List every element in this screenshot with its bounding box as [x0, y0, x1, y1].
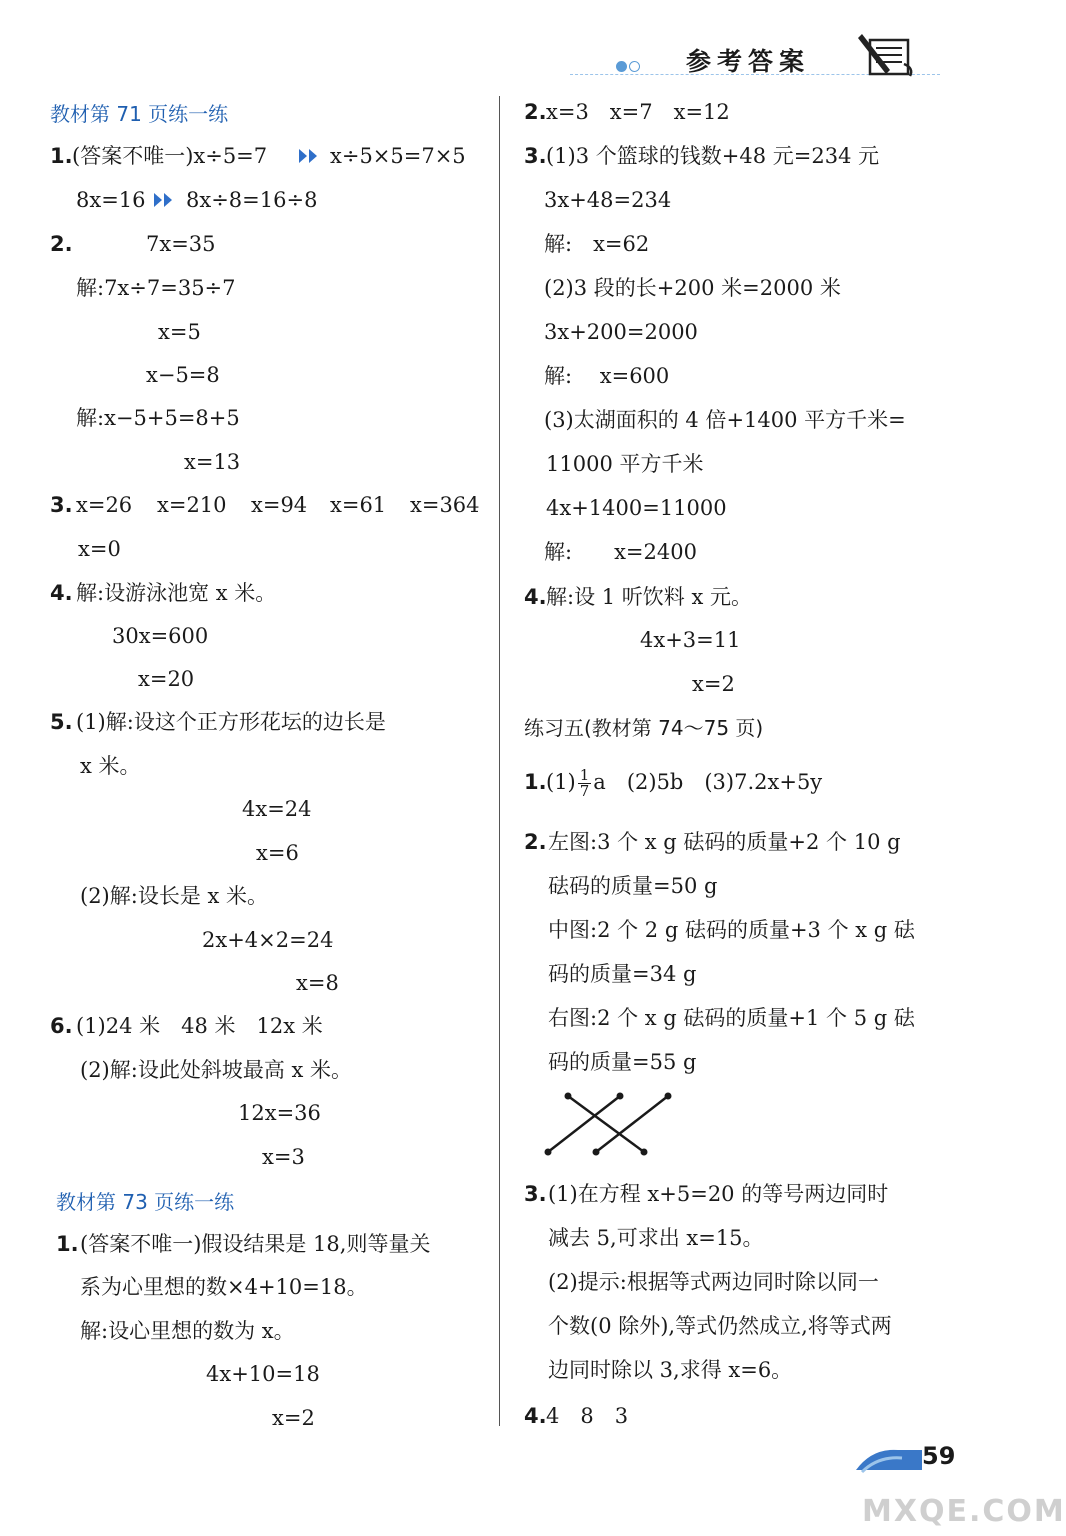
answer-line: 解:x−5+5=8+5 — [76, 406, 240, 430]
section-title-73: 教材第 73 页练一练 — [56, 1190, 235, 1214]
item-number: 3. — [50, 493, 73, 517]
answer-line: 解: x=62 — [544, 232, 650, 256]
item-number: 1. — [56, 1232, 79, 1256]
answer-line: 8x=16 — [76, 188, 146, 212]
scroll-pen-icon — [856, 34, 918, 82]
answer-line: 4x+3=11 — [640, 628, 741, 652]
answer-line: 中图:2 个 2 g 砝码的质量+3 个 x g 砝 — [548, 918, 915, 942]
answer-line: x=3 x=7 x=12 — [546, 100, 730, 124]
answer-line: x=2 — [692, 672, 735, 696]
item-number: 5. — [50, 710, 73, 734]
answer-line: 8x÷8=16÷8 — [186, 188, 318, 212]
answer-line: x=8 — [296, 971, 339, 995]
answer-line: 3x+48=234 — [544, 188, 672, 212]
answer-line: 解:设游泳池宽 x 米。 — [76, 581, 277, 605]
answer-line: (1)24 米 48 米 12x 米 — [76, 1014, 323, 1038]
answer-line: (答案不唯一)x÷5=7 — [72, 144, 268, 168]
answer-line: 解: x=600 — [544, 364, 670, 388]
answer-line: 解: x=2400 — [544, 540, 697, 564]
answer-line: 3x+200=2000 — [544, 320, 698, 344]
answer-line: 左图:3 个 x g 砝码的质量+2 个 10 g — [548, 830, 901, 854]
answer-line: 12x=36 — [238, 1101, 321, 1125]
answer-line: x=26 — [76, 493, 133, 517]
answer-line: (答案不唯一)假设结果是 18,则等量关 — [80, 1232, 431, 1256]
answer-line: x=2 — [272, 1406, 315, 1430]
fraction-suffix: a (2)5b (3)7.2x+5y — [593, 770, 823, 794]
answer-line: 码的质量=55 g — [548, 1050, 697, 1074]
item-number: 4. — [524, 585, 547, 609]
answer-line: (2)解:设长是 x 米。 — [80, 884, 269, 908]
header-title: 参考答案 — [686, 47, 811, 76]
item-number: 6. — [50, 1014, 73, 1038]
answer-line: x=20 — [138, 667, 195, 691]
answer-line: (1)解:设这个正方形花坛的边长是 — [76, 710, 386, 734]
answer-line: 边同时除以 3,求得 x=6。 — [548, 1358, 793, 1382]
answer-line: 7x=35 — [146, 232, 216, 256]
item-number: 2. — [524, 100, 547, 124]
answer-line: x=13 — [184, 450, 241, 474]
answer-line: x−5=8 — [146, 363, 220, 387]
answer-line: x=94 — [251, 493, 308, 517]
answer-line: 个数(0 除外),等式仍然成立,将等式两 — [548, 1314, 892, 1338]
answer-line: x=61 — [330, 493, 387, 517]
answer-line: 解:7x÷7=35÷7 — [76, 276, 236, 300]
answer-line: (1)3 个篮球的钱数+48 元=234 元 — [546, 144, 880, 168]
item-number: 1. — [50, 144, 73, 168]
answer-line: x=6 — [256, 841, 299, 865]
answer-line: 4x+10=18 — [206, 1362, 320, 1386]
answer-line: x 米。 — [80, 754, 141, 778]
answer-line: x÷5×5=7×5 — [330, 144, 466, 168]
answer-line: 系为心里想的数×4+10=18。 — [80, 1275, 368, 1299]
answer-line: x=210 — [157, 493, 227, 517]
answer-line: 码的质量=34 g — [548, 962, 697, 986]
answer-line: 解:设 1 听饮料 x 元。 — [546, 585, 752, 609]
item-number: 2. — [50, 232, 73, 256]
item-number: 2. — [524, 830, 547, 854]
item-number: 4. — [50, 581, 73, 605]
answer-line: x=0 — [78, 537, 121, 561]
item-number: 4. — [524, 1404, 547, 1428]
answer-line: x=3 — [262, 1145, 305, 1169]
double-arrow-icon — [298, 148, 322, 164]
watermark: MXQE.COM — [862, 1494, 1066, 1529]
fraction-prefix: (1) — [546, 770, 576, 794]
fraction — [578, 768, 592, 799]
answer-line: (1)在方程 x+5=20 的等号两边同时 — [548, 1182, 889, 1206]
item-number: 1. — [524, 770, 547, 794]
answer-line: 减去 5,可求出 x=15。 — [548, 1226, 764, 1250]
matching-lines-diagram — [540, 1088, 680, 1160]
item-number: 3. — [524, 1182, 547, 1206]
section-title-71: 教材第 71 页练一练 — [50, 102, 229, 126]
answer-line: 4x+1400=11000 — [546, 496, 727, 520]
answer-line: (3)太湖面积的 4 倍+1400 平方千米= — [544, 408, 906, 432]
answer-line: 11000 平方千米 — [546, 452, 704, 476]
page-badge-icon — [852, 1442, 932, 1476]
page-header — [560, 30, 960, 90]
answer-line: 砝码的质量=50 g — [548, 874, 718, 898]
answer-line: (2)提示:根据等式两边同时除以同一 — [548, 1270, 879, 1294]
answer-line: x=5 — [158, 320, 201, 344]
section-title-exercise5: 练习五(教材第 74～75 页) — [524, 716, 764, 740]
answer-line-fraction — [546, 762, 822, 802]
answer-line: x=364 — [410, 493, 480, 517]
page-number: 59 — [922, 1442, 956, 1470]
fraction-denominator: 7 — [579, 782, 590, 800]
double-arrow-icon — [153, 192, 177, 208]
dot-outline-icon — [629, 61, 640, 72]
answer-line: 解:设心里想的数为 x。 — [80, 1319, 295, 1343]
answer-line: 2x+4×2=24 — [202, 928, 334, 952]
answer-line: (2)解:设此处斜坡最高 x 米。 — [80, 1058, 353, 1082]
answer-line: 30x=600 — [112, 624, 209, 648]
header-dots — [616, 60, 646, 74]
answer-line: (2)3 段的长+200 米=2000 米 — [544, 276, 841, 300]
answer-line: 4x=24 — [242, 797, 312, 821]
answer-line: 右图:2 个 x g 砝码的质量+1 个 5 g 砝 — [548, 1006, 915, 1030]
column-divider — [499, 96, 500, 1426]
fraction-numerator: 1 — [579, 766, 590, 784]
item-number: 3. — [524, 144, 547, 168]
answer-line: 4 8 3 — [546, 1404, 629, 1428]
dot-filled-icon — [616, 61, 627, 72]
